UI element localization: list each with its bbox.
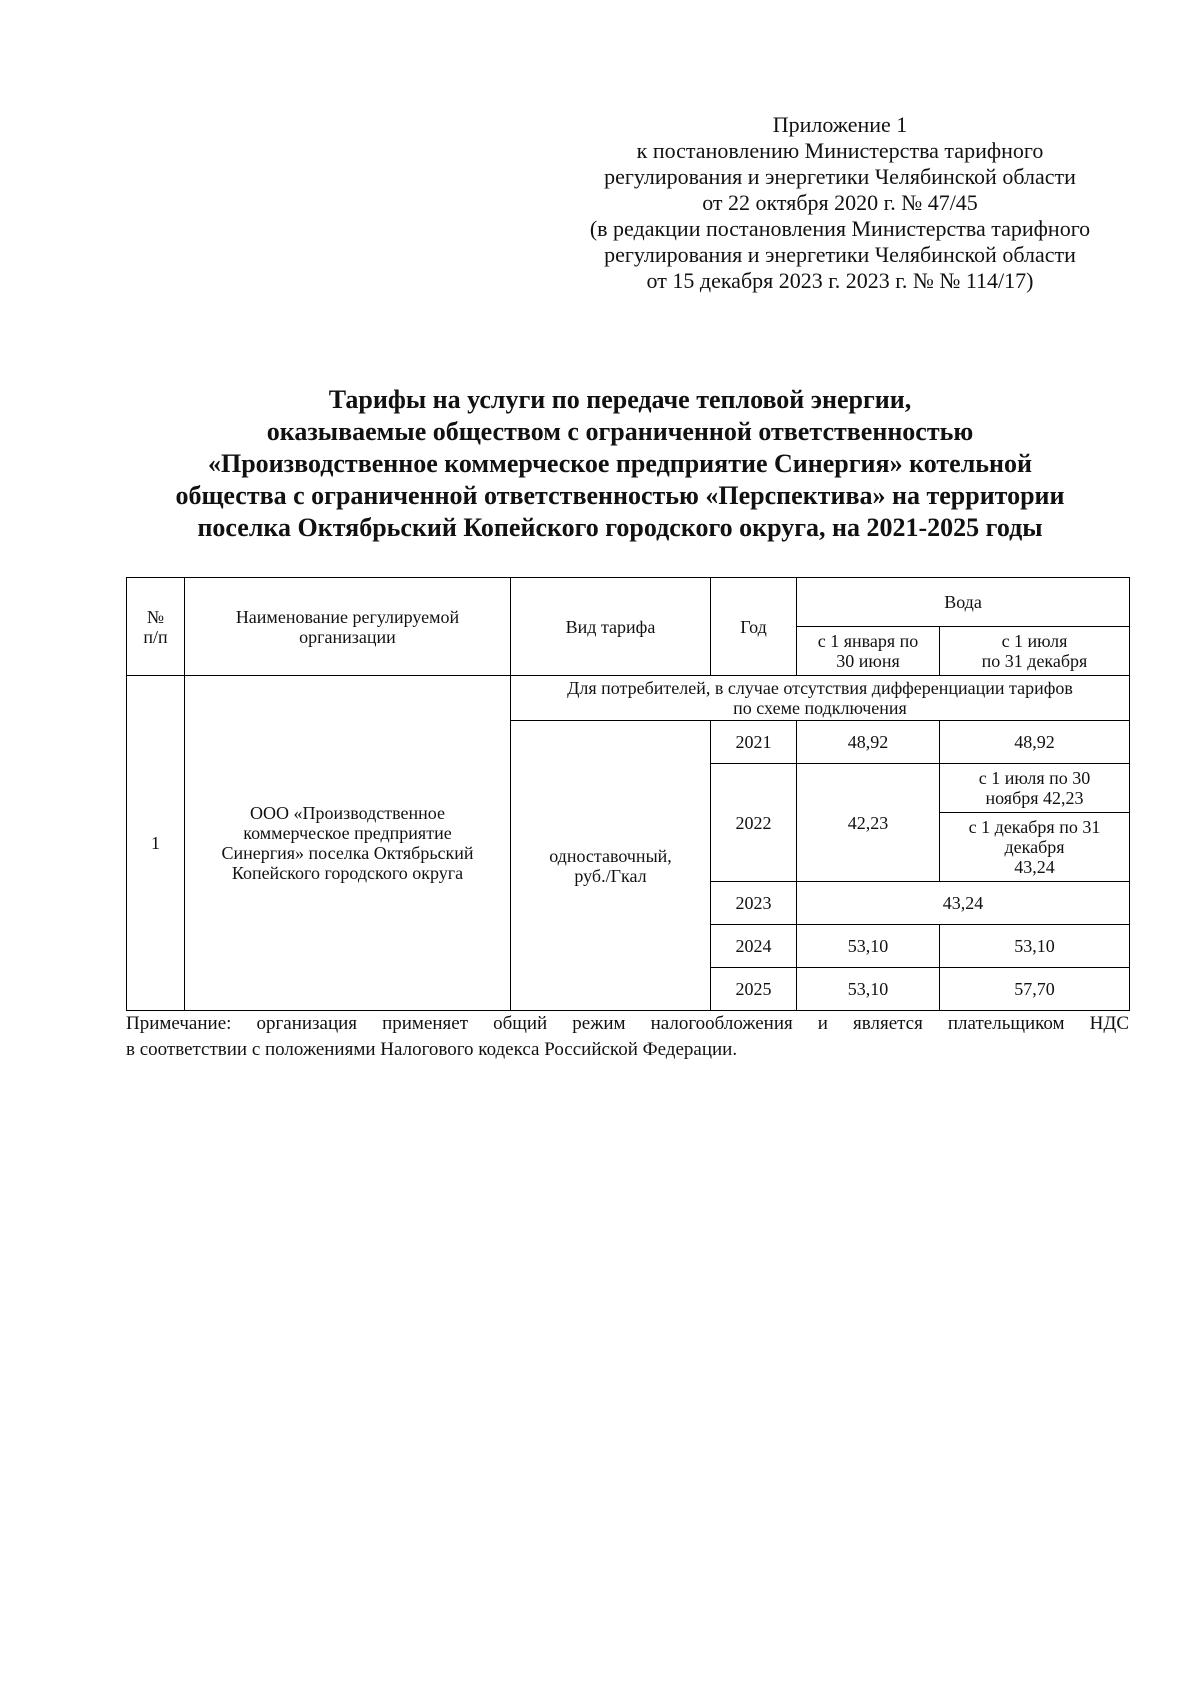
appendix-line: регулирования и энергетики Челябинской области <box>604 242 1076 267</box>
header-period-line: с 1 января по <box>817 631 919 651</box>
year-cell: 2024 <box>711 925 797 968</box>
title-line: поселка Октябрьский Копейского городского округа, на 2021-2025 годы <box>197 513 1043 542</box>
tariff-table <box>126 577 1130 1011</box>
value-half1: 53,10 <box>797 925 940 968</box>
value-half2: 57,70 <box>940 968 1130 1011</box>
header-org-line: организации <box>299 626 396 647</box>
title-line: общества с ограниченной ответственностью «Перспектива» на территории <box>175 481 1065 510</box>
value-half1: 48,92 <box>797 721 940 764</box>
condition-line: Для потребителей, в случае отсутствия дифференциации тарифов <box>567 678 1073 698</box>
value-full-year: 43,24 <box>797 882 1130 925</box>
header-tariff-type: Вид тарифа <box>511 578 711 676</box>
table-header-row <box>127 578 1130 627</box>
header-period-1 <box>797 627 940 676</box>
header-period-2 <box>940 627 1130 676</box>
condition-line: по схеме подключения <box>733 698 907 718</box>
org-name <box>185 676 511 1011</box>
value-half2-part1 <box>940 764 1130 813</box>
table-row <box>127 676 1130 721</box>
org-name-line: ООО «Производственное <box>250 803 445 823</box>
title-line: оказываемые обществом с ограниченной ответственностью <box>266 417 974 446</box>
header-num-line: № <box>146 606 165 627</box>
footnote-line: Примечание: организация применяет общий режим налогообложения и является плательщиком НДС <box>126 1013 1129 1034</box>
value-half1: 42,23 <box>797 764 940 882</box>
header-period-line: 30 июня <box>836 651 900 671</box>
value-line: декабря <box>1004 837 1065 857</box>
appendix-line: от 15 декабря 2023 г. 2023 г. № № 114/17) <box>646 268 1034 293</box>
header-num-line: п/п <box>143 626 168 647</box>
year-cell: 2025 <box>711 968 797 1011</box>
title-line: Тарифы на услуги по передаче тепловой энергии, <box>328 385 912 414</box>
footnote-line: в соответствии с положениями Налогового кодекса Российской Федерации. <box>126 1039 738 1060</box>
value-line: с 1 июля по 30 <box>978 768 1091 788</box>
year-cell: 2022 <box>711 764 797 882</box>
org-name-line: Синергия» поселка Октябрьский <box>221 843 474 863</box>
year-cell: 2023 <box>711 882 797 925</box>
title-line: «Производственное коммерческое предприятие Синергия» котельной <box>208 449 1032 478</box>
year-cell: 2021 <box>711 721 797 764</box>
row-number: 1 <box>127 676 185 1011</box>
header-period-line: по 31 декабря <box>981 651 1088 671</box>
tariff-kind <box>511 721 711 1011</box>
value-line: ноября 42,23 <box>985 788 1084 808</box>
appendix-line: регулирования и энергетики Челябинской области <box>604 164 1076 189</box>
value-half2-part2 <box>940 813 1130 882</box>
header-year: Год <box>711 578 797 676</box>
value-half2: 53,10 <box>940 925 1130 968</box>
org-name-line: коммерческое предприятие <box>243 823 452 843</box>
appendix-line: к постановлению Министерства тарифного <box>636 138 1044 163</box>
tariff-kind-line: одноставочный, <box>549 845 672 866</box>
tariff-kind-line: руб./Гкал <box>574 865 647 886</box>
value-half1: 53,10 <box>797 968 940 1011</box>
header-water: Вода <box>797 578 1130 627</box>
appendix-line: от 22 октября 2020 г. № 47/45 <box>702 190 978 215</box>
header-org-line: Наименование регулируемой <box>235 606 460 627</box>
header-org <box>185 578 511 676</box>
footnote <box>126 1011 1129 1063</box>
header-period-line: с 1 июля <box>1001 631 1068 651</box>
appendix-line: (в редакции постановления Министерства тарифного <box>589 216 1091 241</box>
value-line: с 1 декабря по 31 <box>968 817 1101 837</box>
org-name-line: Копейского городского округа <box>231 863 464 883</box>
header-num <box>127 578 185 676</box>
consumer-condition <box>511 676 1130 721</box>
value-half2: 48,92 <box>940 721 1130 764</box>
appendix-header <box>540 112 1140 294</box>
appendix-line: Приложение 1 <box>772 112 908 137</box>
document-title <box>115 384 1125 544</box>
value-line: 43,24 <box>1014 857 1055 877</box>
